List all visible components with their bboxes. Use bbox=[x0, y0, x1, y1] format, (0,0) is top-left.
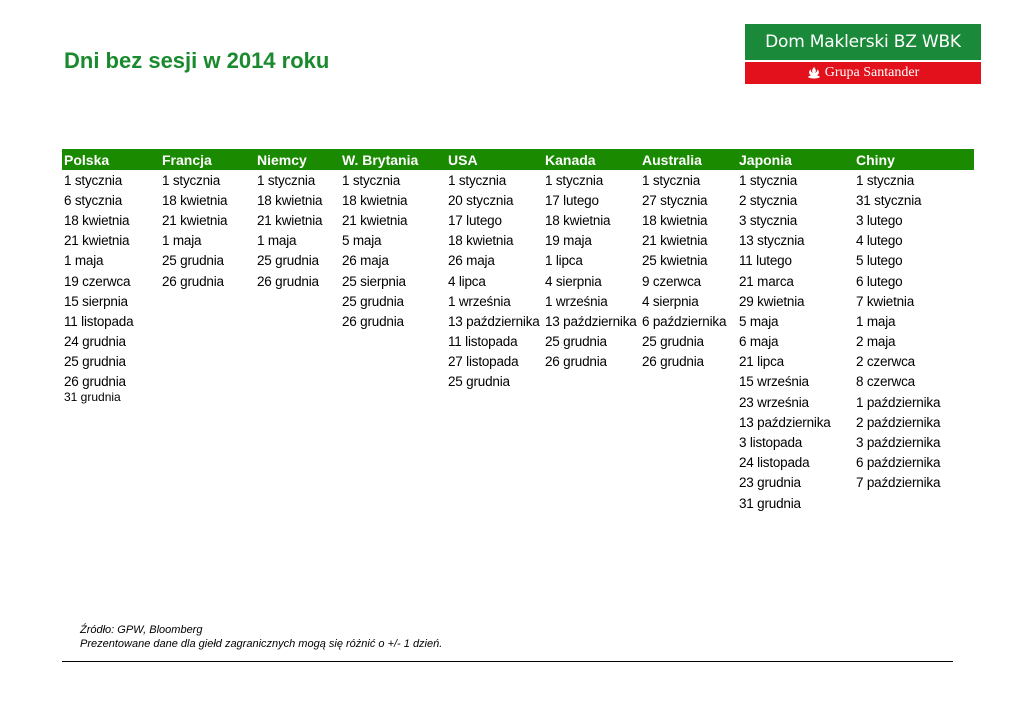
table-row bbox=[62, 210, 974, 230]
table-cell bbox=[446, 392, 543, 412]
logo-group-bar bbox=[745, 62, 981, 84]
table-cell bbox=[543, 412, 640, 432]
table-cell: 1 lipca bbox=[545, 253, 583, 269]
table-body bbox=[62, 170, 974, 513]
holidays-table bbox=[62, 149, 974, 513]
table-cell: 4 sierpnia bbox=[545, 273, 602, 289]
table-cell bbox=[160, 473, 255, 493]
table-cell bbox=[340, 332, 446, 352]
table-cell bbox=[543, 473, 640, 493]
company-logo bbox=[745, 24, 981, 84]
table-cell bbox=[854, 493, 974, 513]
table-cell bbox=[640, 453, 737, 473]
table-cell: 31 grudnia bbox=[739, 495, 801, 511]
column-header: Australia bbox=[640, 149, 737, 170]
table-cell bbox=[640, 432, 737, 452]
table-cell: 13 stycznia bbox=[739, 233, 805, 249]
table-row bbox=[62, 392, 974, 412]
table-cell: 1 maja bbox=[64, 253, 104, 269]
table-cell: 21 kwietnia bbox=[342, 212, 408, 228]
table-cell: 2 czerwca bbox=[856, 354, 915, 370]
table-cell bbox=[640, 493, 737, 513]
table-cell: 26 grudnia bbox=[162, 273, 224, 289]
table-cell: 1 stycznia bbox=[257, 172, 316, 188]
table-cell bbox=[340, 352, 446, 372]
table-cell: 29 kwietnia bbox=[739, 293, 805, 309]
table-cell: 21 lipca bbox=[739, 354, 784, 370]
table-cell bbox=[340, 372, 446, 392]
table-cell: 27 listopada bbox=[448, 354, 519, 370]
table-cell bbox=[340, 473, 446, 493]
table-cell: 1 września bbox=[545, 293, 608, 309]
logo-company-name: Dom Maklerski BZ WBK bbox=[745, 24, 981, 60]
table-cell: 21 marca bbox=[739, 273, 794, 289]
table-cell bbox=[255, 392, 340, 412]
table-row bbox=[62, 332, 974, 352]
column-header: Francja bbox=[160, 149, 255, 170]
column-header: Niemcy bbox=[255, 149, 340, 170]
table-row bbox=[62, 251, 974, 271]
table-cell: 23 września bbox=[739, 394, 809, 410]
table-cell: 25 grudnia bbox=[64, 354, 126, 370]
table-cell: 25 grudnia bbox=[257, 253, 319, 269]
table-cell: 21 kwietnia bbox=[642, 233, 708, 249]
table-cell bbox=[160, 392, 255, 412]
table-cell: 26 maja bbox=[342, 253, 389, 269]
table-cell: 5 maja bbox=[739, 313, 779, 329]
table-cell: 21 kwietnia bbox=[162, 212, 228, 228]
column-header: Japonia bbox=[737, 149, 854, 170]
table-cell: 1 maja bbox=[856, 313, 896, 329]
table-cell: 18 kwietnia bbox=[64, 212, 130, 228]
table-cell: 1 stycznia bbox=[856, 172, 915, 188]
table-cell bbox=[160, 291, 255, 311]
table-cell: 13 października bbox=[545, 313, 637, 329]
table-cell bbox=[543, 392, 640, 412]
table-cell bbox=[160, 412, 255, 432]
table-cell bbox=[446, 453, 543, 473]
table-cell: 5 lutego bbox=[856, 253, 903, 269]
table-cell: 4 lutego bbox=[856, 233, 903, 249]
table-cell bbox=[160, 493, 255, 513]
table-cell: 6 stycznia bbox=[64, 192, 123, 208]
polska-extra-date: 31 grudnia bbox=[64, 390, 121, 404]
table-cell bbox=[62, 432, 160, 452]
table-row bbox=[62, 432, 974, 452]
table-cell bbox=[543, 372, 640, 392]
table-cell: 9 czerwca bbox=[642, 273, 701, 289]
table-cell bbox=[640, 412, 737, 432]
table-cell bbox=[160, 453, 255, 473]
table-row bbox=[62, 412, 974, 432]
table-cell: 11 lutego bbox=[739, 253, 792, 269]
table-cell bbox=[255, 291, 340, 311]
table-row bbox=[62, 311, 974, 331]
table-cell: 7 kwietnia bbox=[856, 293, 915, 309]
table-cell bbox=[62, 473, 160, 493]
table-cell: 2 stycznia bbox=[739, 192, 798, 208]
table-row bbox=[62, 271, 974, 291]
table-header-row bbox=[62, 149, 974, 170]
table-cell: 18 kwietnia bbox=[162, 192, 228, 208]
disclaimer-line: Prezentowane dane dla giełd zagranicznych mogą się różnić o +/- 1 dzień. bbox=[80, 638, 443, 650]
table-cell bbox=[255, 332, 340, 352]
table-cell bbox=[446, 412, 543, 432]
table-row bbox=[62, 473, 974, 493]
table-cell bbox=[255, 493, 340, 513]
table-cell: 1 maja bbox=[162, 233, 202, 249]
table-cell: 2 października bbox=[856, 414, 941, 430]
source-line: Źródło: GPW, Bloomberg bbox=[80, 624, 203, 636]
table-cell bbox=[543, 432, 640, 452]
table-cell: 25 grudnia bbox=[545, 334, 607, 350]
table-cell bbox=[255, 432, 340, 452]
table-cell: 19 maja bbox=[545, 233, 592, 249]
table-cell: 3 lutego bbox=[856, 212, 903, 228]
column-header: Chiny bbox=[854, 149, 974, 170]
table-cell: 26 grudnia bbox=[545, 354, 607, 370]
table-row bbox=[62, 231, 974, 251]
table-cell: 23 grudnia bbox=[739, 475, 801, 491]
table-cell bbox=[340, 493, 446, 513]
table-cell: 26 grudnia bbox=[642, 354, 704, 370]
table-cell: 6 lutego bbox=[856, 273, 903, 289]
table-cell bbox=[62, 412, 160, 432]
table-cell: 5 maja bbox=[342, 233, 382, 249]
table-row bbox=[62, 170, 974, 190]
table-cell: 1 stycznia bbox=[545, 172, 604, 188]
table-cell: 1 września bbox=[448, 293, 511, 309]
table-cell: 24 grudnia bbox=[64, 334, 126, 350]
table-cell: 26 maja bbox=[448, 253, 495, 269]
table-cell: 15 września bbox=[739, 374, 809, 390]
table-cell: 11 listopada bbox=[448, 334, 518, 350]
table-cell bbox=[446, 473, 543, 493]
table-cell: 1 stycznia bbox=[342, 172, 401, 188]
table-cell: 18 kwietnia bbox=[642, 212, 708, 228]
table-cell: 1 maja bbox=[257, 233, 297, 249]
table-cell bbox=[160, 311, 255, 331]
table-cell bbox=[340, 453, 446, 473]
table-cell: 25 grudnia bbox=[642, 334, 704, 350]
table-cell: 25 grudnia bbox=[162, 253, 224, 269]
table-cell: 31 stycznia bbox=[856, 192, 922, 208]
table-cell bbox=[160, 432, 255, 452]
table-cell bbox=[640, 392, 737, 412]
table-cell bbox=[446, 432, 543, 452]
table-cell: 24 listopada bbox=[739, 455, 810, 471]
table-cell: 18 kwietnia bbox=[545, 212, 611, 228]
table-cell: 13 października bbox=[739, 414, 831, 430]
table-cell: 7 października bbox=[856, 475, 941, 491]
table-cell: 20 stycznia bbox=[448, 192, 514, 208]
column-header: USA bbox=[446, 149, 543, 170]
table-row bbox=[62, 291, 974, 311]
table-cell: 18 kwietnia bbox=[342, 192, 408, 208]
table-cell: 6 października bbox=[642, 313, 727, 329]
table-cell: 18 kwietnia bbox=[257, 192, 323, 208]
table-cell: 3 listopada bbox=[739, 435, 803, 451]
table-cell: 3 października bbox=[856, 435, 941, 451]
table-cell: 17 lutego bbox=[448, 212, 502, 228]
table-cell bbox=[340, 412, 446, 432]
table-cell: 25 grudnia bbox=[448, 374, 510, 390]
table-cell: 11 listopada bbox=[64, 313, 134, 329]
table-cell: 19 czerwca bbox=[64, 273, 131, 289]
table-cell: 6 października bbox=[856, 455, 941, 471]
table-cell bbox=[255, 352, 340, 372]
table-row bbox=[62, 352, 974, 372]
table-cell: 25 sierpnia bbox=[342, 273, 406, 289]
table-cell: 15 sierpnia bbox=[64, 293, 128, 309]
footer-divider bbox=[62, 661, 953, 662]
table-cell: 18 kwietnia bbox=[448, 233, 514, 249]
table-cell bbox=[543, 493, 640, 513]
table-cell: 21 kwietnia bbox=[64, 233, 130, 249]
table-cell: 25 grudnia bbox=[342, 293, 404, 309]
table-cell bbox=[543, 453, 640, 473]
table-cell: 1 stycznia bbox=[162, 172, 221, 188]
table-row bbox=[62, 453, 974, 473]
table-cell: 1 stycznia bbox=[64, 172, 123, 188]
column-header: Polska bbox=[62, 149, 160, 170]
table-cell: 8 czerwca bbox=[856, 374, 915, 390]
table-cell: 25 kwietnia bbox=[642, 253, 708, 269]
table-cell bbox=[255, 453, 340, 473]
table-cell bbox=[62, 453, 160, 473]
table-cell bbox=[340, 392, 446, 412]
table-cell bbox=[160, 352, 255, 372]
table-cell: 4 lipca bbox=[448, 273, 486, 289]
table-cell: 4 sierpnia bbox=[642, 293, 699, 309]
table-cell bbox=[255, 412, 340, 432]
table-row bbox=[62, 493, 974, 513]
table-cell bbox=[255, 473, 340, 493]
table-cell bbox=[640, 372, 737, 392]
table-cell: 21 kwietnia bbox=[257, 212, 323, 228]
table-cell bbox=[62, 493, 160, 513]
page-title: Dni bez sesji w 2014 roku bbox=[64, 48, 330, 73]
table-cell: 1 stycznia bbox=[642, 172, 701, 188]
table-row bbox=[62, 190, 974, 210]
table-cell bbox=[160, 372, 255, 392]
table-cell bbox=[160, 332, 255, 352]
table-cell: 1 października bbox=[856, 394, 941, 410]
table-cell: 26 grudnia bbox=[342, 313, 404, 329]
table-cell: 1 stycznia bbox=[448, 172, 507, 188]
table-cell bbox=[255, 372, 340, 392]
table-cell bbox=[446, 493, 543, 513]
table-cell: 6 maja bbox=[739, 334, 779, 350]
table-cell: 3 stycznia bbox=[739, 212, 798, 228]
column-header: Kanada bbox=[543, 149, 640, 170]
logo-group-name: Grupa Santander bbox=[824, 65, 920, 80]
column-header: W. Brytania bbox=[340, 149, 446, 170]
table-cell bbox=[255, 311, 340, 331]
table-row bbox=[62, 372, 974, 392]
table-cell: 1 stycznia bbox=[739, 172, 798, 188]
table-cell bbox=[640, 473, 737, 493]
table-cell: 13 października bbox=[448, 313, 540, 329]
table-cell: 2 maja bbox=[856, 334, 896, 350]
table-cell: 26 grudnia bbox=[257, 273, 319, 289]
table-cell bbox=[340, 432, 446, 452]
table-cell: 26 grudnia bbox=[64, 374, 126, 390]
santander-flame-icon bbox=[807, 66, 821, 80]
table-cell: 17 lutego bbox=[545, 192, 599, 208]
source-note bbox=[80, 623, 442, 651]
table-cell: 27 stycznia bbox=[642, 192, 708, 208]
